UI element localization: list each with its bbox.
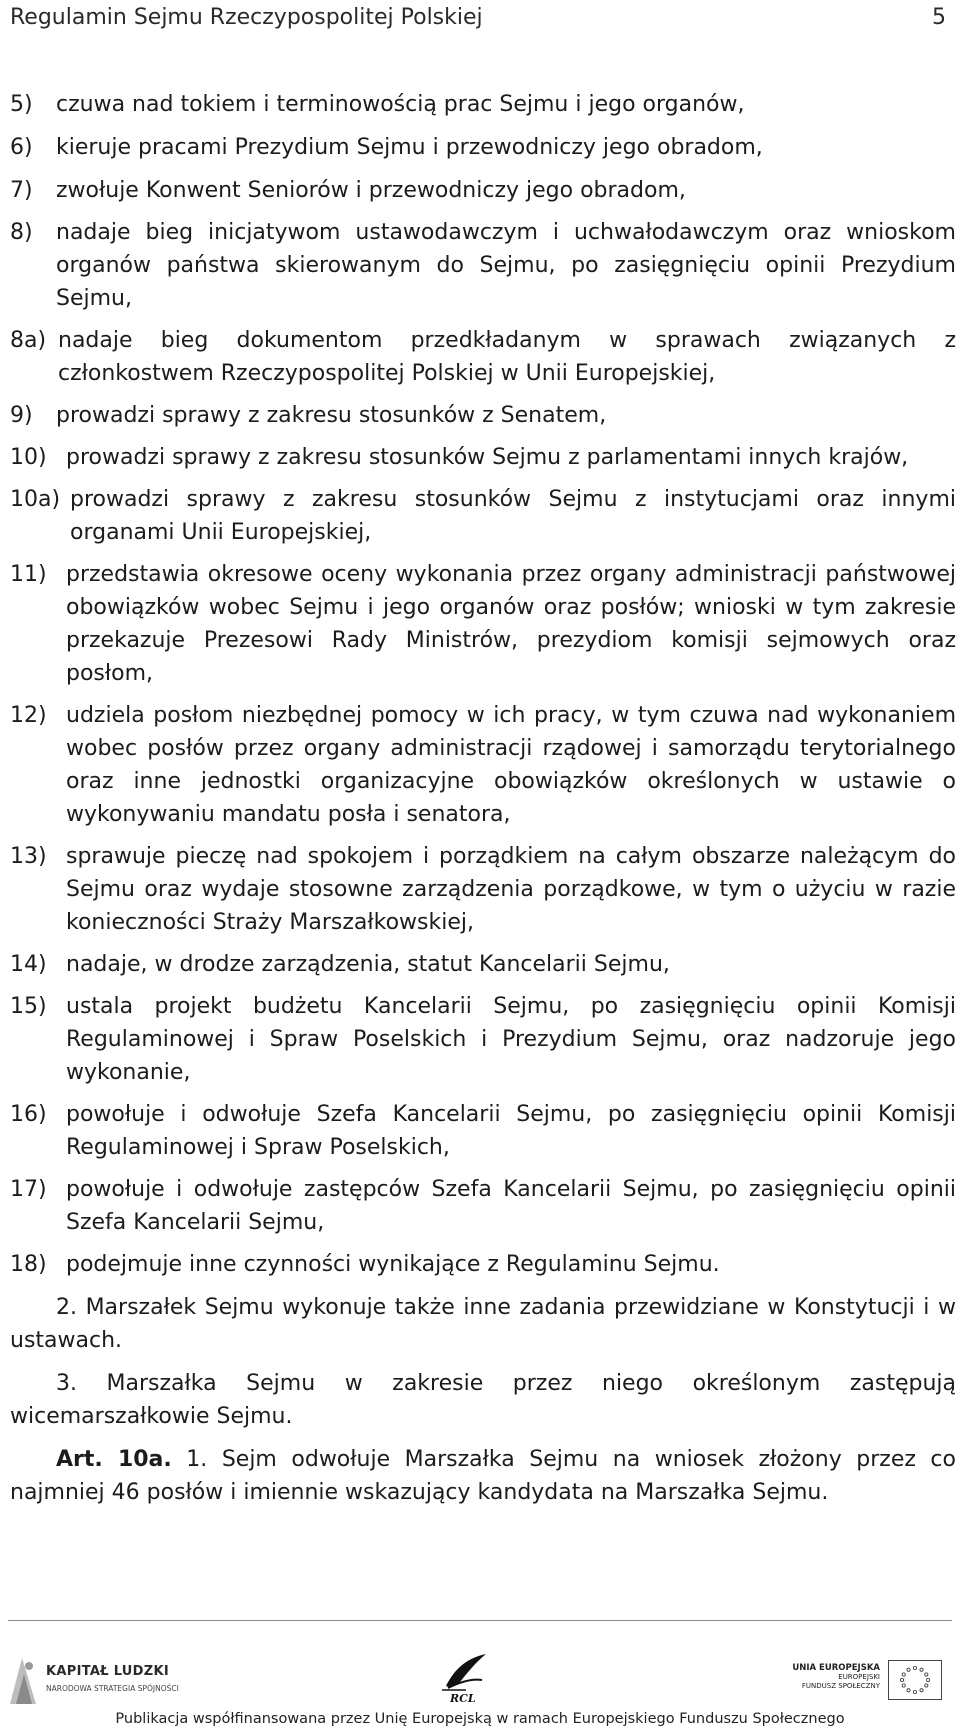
item-text: zwołuje Konwent Seniorów i przewodniczy jego obradom, [56, 178, 686, 203]
eu-logo [790, 1660, 950, 1716]
eu-line-1: UNIA EUROPEJSKA [792, 1663, 880, 1673]
list-item [10, 483, 956, 549]
kapital-ludzki-logo [8, 1656, 179, 1716]
list-item [10, 840, 956, 939]
kapital-ludzki-mark-icon [8, 1656, 38, 1706]
list-item [10, 990, 956, 1089]
list-item [10, 399, 956, 432]
kapital-ludzki-subtitle: NARODOWA STRATEGIA SPÓJNOŚCI [46, 1684, 179, 1693]
rcl-label: RCL [450, 1692, 476, 1705]
paragraph-3: 3. Marszałka Sejmu w zakresie przez niego określonym zastępują wicemarszałkowie Sejmu. [10, 1371, 956, 1429]
item-number: 17) [10, 1177, 47, 1202]
item-text: nadaje bieg inicjatywom ustawodawczym i uchwałodawczym oraz wnioskom organów państwa skierowanym do Sejmu, po zasięgnięciu opinii Prezydium Sejmu, [56, 220, 956, 311]
kapital-ludzki-title: KAPITAŁ LUDZKI [46, 1664, 169, 1679]
list-item [10, 1098, 956, 1164]
item-text: powołuje i odwołuje zastępców Szefa Kancelarii Sejmu, po zasięgnięciu opinii Szefa Kancelarii Sejmu, [66, 1177, 956, 1235]
footer-divider [8, 1620, 952, 1621]
item-number: 14) [10, 952, 47, 977]
page-footer [0, 1620, 960, 1732]
item-text: prowadzi sprawy z zakresu stosunków Sejmu z instytucjami oraz innymi organami Unii Europejskiej, [70, 487, 956, 545]
article-10a [10, 1443, 956, 1509]
item-number: 12) [10, 703, 47, 728]
article-label: Art. 10a. [56, 1447, 172, 1472]
item-text: prowadzi sprawy z zakresu stosunków Sejmu z parlamentami innych krajów, [66, 445, 909, 470]
eu-line-2: EUROPEJSKI [838, 1673, 880, 1681]
item-text: kieruje pracami Prezydium Sejmu i przewodniczy jego obradom, [56, 135, 763, 160]
item-number: 8a) [10, 328, 47, 353]
article-text: 1. Sejm odwołuje Marszałka Sejmu na wniosek złożony przez co najmniej 46 posłów i imiennie wskazujący kandydata na Marszałka Sejmu. [10, 1447, 956, 1505]
item-number: 7) [10, 178, 33, 203]
page-number: 5 [932, 4, 946, 30]
list-item [10, 699, 956, 831]
item-number: 13) [10, 844, 47, 869]
list-item [10, 1173, 956, 1239]
eu-text [792, 1664, 880, 1691]
item-number: 6) [10, 135, 33, 160]
item-text: sprawuje pieczę nad spokojem i porządkiem na całym obszarze należącym do Sejmu oraz wydaje stosowne zarządzenia porządkowe, w tym o użyciu w razie konieczności Straży Marszałkowskiej, [66, 844, 956, 935]
document-body [10, 88, 956, 1509]
item-number: 16) [10, 1102, 47, 1127]
list-item [10, 558, 956, 690]
item-text: nadaje, w drodze zarządzenia, statut Kancelarii Sejmu, [66, 952, 670, 977]
item-text: podejmuje inne czynności wynikające z Regulaminu Sejmu. [66, 1252, 720, 1277]
rcl-quill-icon [436, 1650, 496, 1694]
item-text: ustala projekt budżetu Kancelarii Sejmu, po zasięgnięciu opinii Komisji Regulaminowej i Spraw Poselskich i Prezydium Sejmu, oraz nadzoruje jego wykonanie, [66, 994, 956, 1085]
page-header [10, 2, 950, 32]
document-title: Regulamin Sejmu Rzeczypospolitej Polskiej [10, 4, 483, 30]
item-number: 10) [10, 445, 47, 470]
item-number: 5) [10, 92, 33, 117]
item-number: 11) [10, 562, 47, 587]
footer-caption: Publikacja współfinansowana przez Unię Europejską w ramach Europejskiego Funduszu Społecznego [115, 1711, 845, 1727]
item-text: powołuje i odwołuje Szefa Kancelarii Sejmu, po zasięgnięciu opinii Komisji Regulaminowej i Spraw Poselskich, [66, 1102, 956, 1160]
item-number: 9) [10, 403, 33, 428]
item-number: 10a) [10, 487, 61, 512]
list-item [10, 948, 956, 981]
list-item [10, 441, 956, 474]
item-text: prowadzi sprawy z zakresu stosunków z Senatem, [56, 403, 607, 428]
item-text: czuwa nad tokiem i terminowością prac Sejmu i jego organów, [56, 92, 745, 117]
eu-flag-icon [888, 1660, 942, 1700]
rcl-logo [436, 1650, 496, 1710]
list-item [10, 216, 956, 315]
item-number: 18) [10, 1252, 47, 1277]
paragraph-2: 2. Marszałek Sejmu wykonuje także inne zadania przewidziane w Konstytucji i w ustawach. [10, 1295, 956, 1353]
list-item [10, 1248, 956, 1281]
eu-line-3: FUNDUSZ SPOŁECZNY [801, 1682, 880, 1690]
list-item [10, 174, 956, 207]
list-item [10, 88, 956, 121]
list-item [10, 131, 956, 164]
item-number: 8) [10, 220, 33, 245]
item-text: udziela posłom niezbędnej pomocy w ich pracy, w tym czuwa nad wykonaniem wobec posłów przez organy administracji rządowej i samorządu terytorialnego oraz inne jednostki organizacyjne obowiązków określonych w ustawie o wykonywaniu mandatu posła i senatora, [66, 703, 956, 827]
item-number: 15) [10, 994, 47, 1019]
item-text: przedstawia okresowe oceny wykonania przez organy administracji państwowej obowiązków wobec Sejmu i jego organów oraz posłów; wnioski w tym zakresie przekazuje Prezesowi Rady Ministrów, prezydiom komisji sejmowych oraz posłom, [66, 562, 956, 686]
list-item [10, 324, 956, 390]
item-text: nadaje bieg dokumentom przedkładanym w sprawach związanych z członkostwem Rzeczypospolitej Polskiej w Unii Europejskiej, [58, 328, 956, 386]
